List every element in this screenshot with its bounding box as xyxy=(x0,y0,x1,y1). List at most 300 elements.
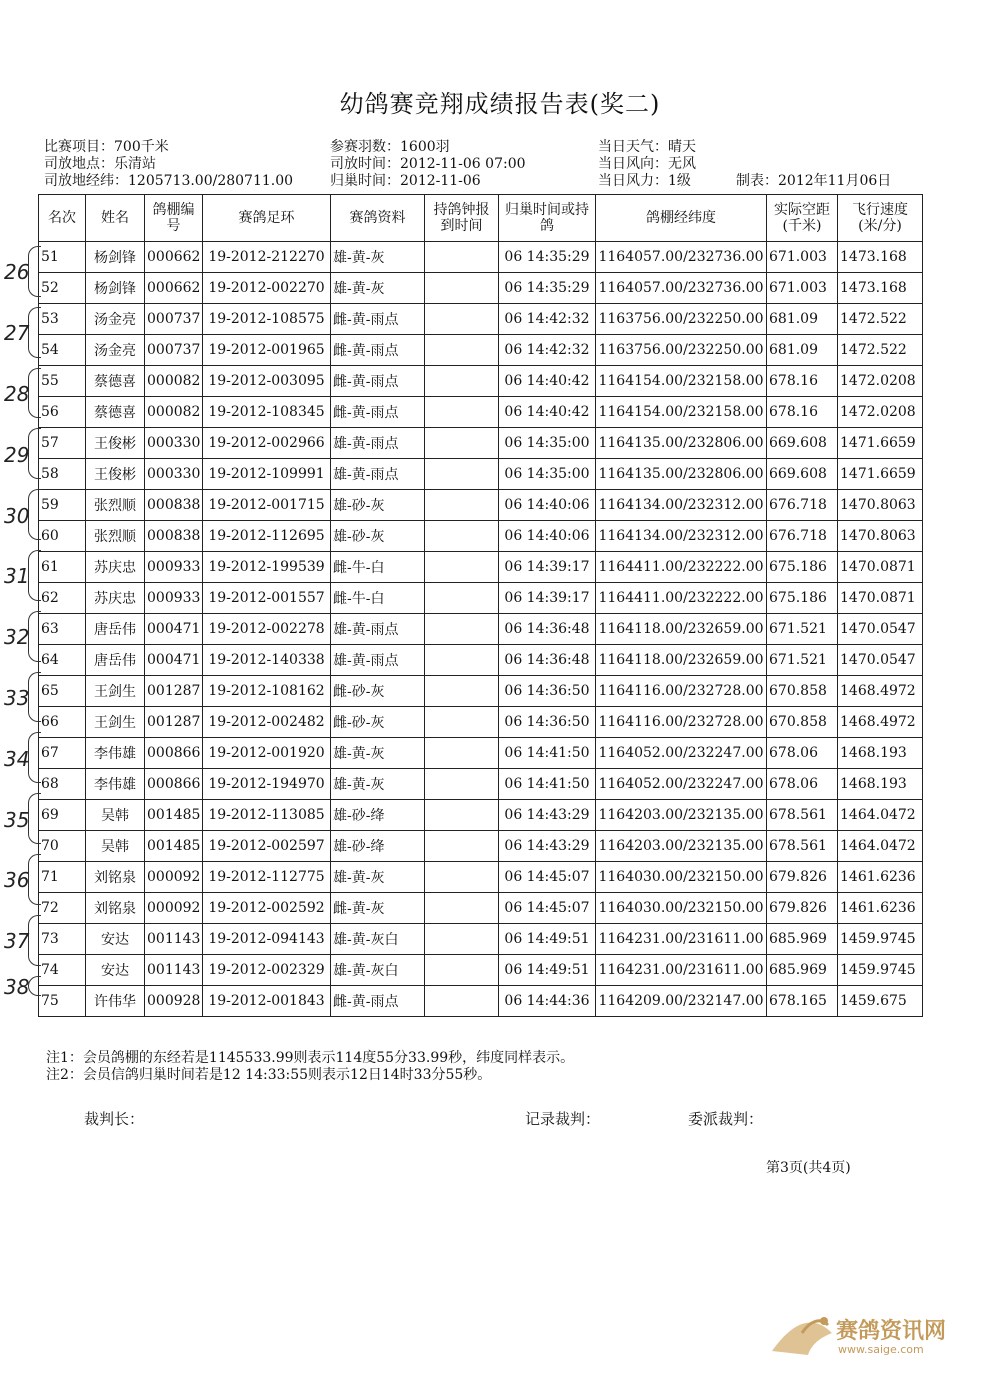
name-cell: 许伟华 xyxy=(86,986,145,1017)
coord-cell: 1164154.00/232158.00 xyxy=(596,366,767,397)
speed-cell: 1461.6236 xyxy=(838,893,923,924)
speed-cell: 1461.6236 xyxy=(838,862,923,893)
handwritten-brace xyxy=(28,732,41,783)
name-cell: 苏庆忠 xyxy=(86,583,145,614)
name-cell: 王俊彬 xyxy=(86,459,145,490)
rank-cell: 51 xyxy=(39,242,86,273)
info-cell: 雄-黄-雨点 xyxy=(331,459,425,490)
coord-cell: 1164057.00/232736.00 xyxy=(596,273,767,304)
return-time-cell: 06 14:36:50 xyxy=(499,676,596,707)
clock-cell xyxy=(425,521,499,552)
speed-cell: 1459.9745 xyxy=(838,924,923,955)
rank-cell: 67 xyxy=(39,738,86,769)
distance-cell: 676.718 xyxy=(767,521,838,552)
coord-cell: 1164203.00/232135.00 xyxy=(596,800,767,831)
handwritten-group-number: 38 xyxy=(4,974,30,999)
return-time-cell: 06 14:36:48 xyxy=(499,614,596,645)
handwritten-group-number: 26 xyxy=(4,260,30,285)
table-row xyxy=(39,490,923,521)
clock-cell xyxy=(425,893,499,924)
return-time-cell: 06 14:36:48 xyxy=(499,645,596,676)
return-time-cell: 06 14:40:06 xyxy=(499,490,596,521)
rank-cell: 74 xyxy=(39,955,86,986)
distance-cell: 670.858 xyxy=(767,676,838,707)
clock-cell xyxy=(425,366,499,397)
info-cell: 雄-黄-灰 xyxy=(331,738,425,769)
clock-cell xyxy=(425,738,499,769)
name-cell: 刘铭泉 xyxy=(86,862,145,893)
table-row xyxy=(39,397,923,428)
ring-cell: 19-2012-108575 xyxy=(203,304,331,335)
table-row xyxy=(39,893,923,924)
rank-cell: 68 xyxy=(39,769,86,800)
info-cell: 雌-黄-雨点 xyxy=(331,986,425,1017)
col-info: 赛鸽资料 xyxy=(331,195,425,242)
info-cell: 雄-砂-绛 xyxy=(331,800,425,831)
handwritten-group-number: 29 xyxy=(4,442,30,467)
table-row xyxy=(39,335,923,366)
ring-cell: 19-2012-194970 xyxy=(203,769,331,800)
coord-cell: 1164209.00/232147.00 xyxy=(596,986,767,1017)
speed-cell: 1473.168 xyxy=(838,242,923,273)
ring-cell: 19-2012-002597 xyxy=(203,831,331,862)
distance-cell: 678.16 xyxy=(767,397,838,428)
return-time-cell: 06 14:45:07 xyxy=(499,862,596,893)
name-cell: 李伟雄 xyxy=(86,738,145,769)
distance-cell: 679.826 xyxy=(767,862,838,893)
speed-cell: 1472.0208 xyxy=(838,397,923,428)
distance-cell: 676.718 xyxy=(767,490,838,521)
return-time-cell: 06 14:43:29 xyxy=(499,831,596,862)
distance-cell: 678.06 xyxy=(767,769,838,800)
distance-cell: 671.521 xyxy=(767,614,838,645)
handwritten-brace xyxy=(28,428,41,479)
col-return-time: 归巢时间或持鸽 xyxy=(499,195,596,242)
clock-cell xyxy=(425,676,499,707)
info-cell: 雌-牛-白 xyxy=(331,583,425,614)
rank-cell: 72 xyxy=(39,893,86,924)
info-cell: 雄-砂-灰 xyxy=(331,521,425,552)
distance-cell: 678.165 xyxy=(767,986,838,1017)
col-loft: 鸽棚编号 xyxy=(145,195,203,242)
distance-cell: 671.003 xyxy=(767,273,838,304)
handwritten-brace xyxy=(28,307,41,358)
speed-cell: 1464.0472 xyxy=(838,800,923,831)
info-cell: 雄-黄-灰 xyxy=(331,242,425,273)
name-cell: 杨剑锋 xyxy=(86,242,145,273)
loft-cell: 000662 xyxy=(145,273,203,304)
table-row xyxy=(39,645,923,676)
handwritten-brace xyxy=(28,368,41,419)
table-row xyxy=(39,273,923,304)
rank-cell: 59 xyxy=(39,490,86,521)
rank-cell: 70 xyxy=(39,831,86,862)
info-cell: 雄-黄-雨点 xyxy=(331,428,425,459)
rank-cell: 60 xyxy=(39,521,86,552)
speed-cell: 1464.0472 xyxy=(838,831,923,862)
handwritten-group-number: 35 xyxy=(4,807,30,832)
handwritten-brace xyxy=(28,793,41,844)
ring-cell: 19-2012-108345 xyxy=(203,397,331,428)
table-row xyxy=(39,366,923,397)
rank-cell: 53 xyxy=(39,304,86,335)
clock-cell xyxy=(425,862,499,893)
loft-cell: 000933 xyxy=(145,552,203,583)
table-row xyxy=(39,831,923,862)
loft-cell: 001143 xyxy=(145,924,203,955)
speed-cell: 1472.522 xyxy=(838,335,923,366)
table-row xyxy=(39,459,923,490)
coord-cell: 1164118.00/232659.00 xyxy=(596,614,767,645)
coord-cell: 1164203.00/232135.00 xyxy=(596,831,767,862)
speed-cell: 1470.0547 xyxy=(838,614,923,645)
name-cell: 李伟雄 xyxy=(86,769,145,800)
loft-cell: 000662 xyxy=(145,242,203,273)
table-row xyxy=(39,924,923,955)
clock-cell xyxy=(425,831,499,862)
loft-cell: 000737 xyxy=(145,304,203,335)
handwritten-group-number: 32 xyxy=(4,625,30,650)
handwritten-group-number: 33 xyxy=(4,686,30,710)
rank-cell: 66 xyxy=(39,707,86,738)
ring-cell: 19-2012-113085 xyxy=(203,800,331,831)
ring-cell: 19-2012-112695 xyxy=(203,521,331,552)
speed-cell: 1470.0871 xyxy=(838,583,923,614)
info-cell: 雄-黄-灰 xyxy=(331,862,425,893)
loft-cell: 000928 xyxy=(145,986,203,1017)
coord-cell: 1163756.00/232250.00 xyxy=(596,304,767,335)
rank-cell: 52 xyxy=(39,273,86,304)
return-time-cell: 06 14:40:06 xyxy=(499,521,596,552)
info-cell: 雄-黄-雨点 xyxy=(331,614,425,645)
distance-cell: 670.858 xyxy=(767,707,838,738)
results-table xyxy=(38,194,923,1017)
clock-cell xyxy=(425,335,499,366)
coord-cell: 1164135.00/232806.00 xyxy=(596,459,767,490)
clock-cell xyxy=(425,490,499,521)
clock-cell xyxy=(425,273,499,304)
clock-cell xyxy=(425,242,499,273)
distance-cell: 685.969 xyxy=(767,924,838,955)
ring-cell: 19-2012-002966 xyxy=(203,428,331,459)
ring-cell: 19-2012-140338 xyxy=(203,645,331,676)
table-row xyxy=(39,614,923,645)
rank-cell: 61 xyxy=(39,552,86,583)
info-cell: 雌-黄-雨点 xyxy=(331,366,425,397)
rank-cell: 75 xyxy=(39,986,86,1017)
return-time-cell: 06 14:41:50 xyxy=(499,738,596,769)
handwritten-brace xyxy=(28,854,41,905)
return-time-cell: 06 14:36:50 xyxy=(499,707,596,738)
coord-cell: 1164116.00/232728.00 xyxy=(596,676,767,707)
name-cell: 汤金亮 xyxy=(86,304,145,335)
loft-cell: 000092 xyxy=(145,893,203,924)
speed-cell: 1470.0871 xyxy=(838,552,923,583)
return-time-cell: 06 14:42:32 xyxy=(499,335,596,366)
table-row xyxy=(39,955,923,986)
clock-cell xyxy=(425,645,499,676)
rank-cell: 63 xyxy=(39,614,86,645)
loft-cell: 000330 xyxy=(145,428,203,459)
rank-cell: 57 xyxy=(39,428,86,459)
weather: 当日天气：晴天 xyxy=(598,139,696,155)
return-time: 归巢时间：2012-11-06 xyxy=(330,173,481,189)
info-cell: 雄-黄-灰 xyxy=(331,769,425,800)
clock-cell xyxy=(425,428,499,459)
clock-cell xyxy=(425,614,499,645)
table-header-row xyxy=(39,195,923,242)
distance-cell: 678.561 xyxy=(767,800,838,831)
loft-cell: 000082 xyxy=(145,397,203,428)
ring-cell: 19-2012-112775 xyxy=(203,862,331,893)
loft-cell: 000838 xyxy=(145,521,203,552)
distance-cell: 678.561 xyxy=(767,831,838,862)
return-time-cell: 06 14:35:29 xyxy=(499,242,596,273)
clock-cell xyxy=(425,707,499,738)
col-distance: 实际空距(千米) xyxy=(767,195,838,242)
handwritten-brace xyxy=(28,611,41,662)
release-place: 司放地点：乐清站 xyxy=(44,156,156,172)
ring-cell: 19-2012-212270 xyxy=(203,242,331,273)
coord-cell: 1164135.00/232806.00 xyxy=(596,428,767,459)
coord-cell: 1164411.00/232222.00 xyxy=(596,583,767,614)
handwritten-group-number: 37 xyxy=(4,929,30,954)
return-time-cell: 06 14:42:32 xyxy=(499,304,596,335)
speed-cell: 1472.0208 xyxy=(838,366,923,397)
table-row xyxy=(39,521,923,552)
ring-cell: 19-2012-002482 xyxy=(203,707,331,738)
speed-cell: 1470.8063 xyxy=(838,521,923,552)
return-time-cell: 06 14:39:17 xyxy=(499,583,596,614)
name-cell: 安达 xyxy=(86,955,145,986)
name-cell: 张烈顺 xyxy=(86,490,145,521)
return-time-cell: 06 14:35:00 xyxy=(499,428,596,459)
made-date: 制表：2012年11月06日 xyxy=(736,173,892,189)
race-item: 比赛项目：700千米 xyxy=(44,139,169,155)
distance-cell: 675.186 xyxy=(767,552,838,583)
release-coord: 司放地经纬：1205713.00/280711.00 xyxy=(44,173,294,189)
speed-cell: 1472.522 xyxy=(838,304,923,335)
name-cell: 安达 xyxy=(86,924,145,955)
coord-cell: 1164231.00/231611.00 xyxy=(596,955,767,986)
name-cell: 杨剑锋 xyxy=(86,273,145,304)
ring-cell: 19-2012-001920 xyxy=(203,738,331,769)
loft-cell: 000866 xyxy=(145,738,203,769)
speed-cell: 1468.4972 xyxy=(838,707,923,738)
handwritten-group-number: 34 xyxy=(4,746,30,771)
return-time-cell: 06 14:43:29 xyxy=(499,800,596,831)
note-1: 注1：会员鸽棚的东经若是1145533.99则表示114度55分33.99秒，纬度同样表示。 xyxy=(46,1050,575,1066)
distance-cell: 669.608 xyxy=(767,459,838,490)
table-row xyxy=(39,707,923,738)
distance-cell: 671.003 xyxy=(767,242,838,273)
name-cell: 张烈顺 xyxy=(86,521,145,552)
coord-cell: 1163756.00/232250.00 xyxy=(596,335,767,366)
clock-cell xyxy=(425,955,499,986)
loft-cell: 000933 xyxy=(145,583,203,614)
ring-cell: 19-2012-001557 xyxy=(203,583,331,614)
watermark-text: 赛鸽资讯网 xyxy=(836,1319,947,1344)
clock-cell xyxy=(425,459,499,490)
ring-cell: 19-2012-002592 xyxy=(203,893,331,924)
loft-cell: 000471 xyxy=(145,614,203,645)
loft-cell: 001485 xyxy=(145,831,203,862)
handwritten-brace xyxy=(28,976,41,996)
clock-cell xyxy=(425,552,499,583)
loft-cell: 000737 xyxy=(145,335,203,366)
distance-cell: 685.969 xyxy=(767,955,838,986)
name-cell: 汤金亮 xyxy=(86,335,145,366)
table-row xyxy=(39,552,923,583)
loft-cell: 000330 xyxy=(145,459,203,490)
col-name: 姓名 xyxy=(86,195,145,242)
clock-cell xyxy=(425,924,499,955)
table-row xyxy=(39,242,923,273)
coord-cell: 1164231.00/231611.00 xyxy=(596,924,767,955)
table-row xyxy=(39,800,923,831)
info-cell: 雌-砂-灰 xyxy=(331,707,425,738)
name-cell: 苏庆忠 xyxy=(86,552,145,583)
col-rank: 名次 xyxy=(39,195,86,242)
handwritten-group-number: 27 xyxy=(4,321,30,346)
speed-cell: 1471.6659 xyxy=(838,428,923,459)
loft-cell: 000866 xyxy=(145,769,203,800)
col-ring: 赛鸽足环 xyxy=(203,195,331,242)
rank-cell: 55 xyxy=(39,366,86,397)
info-cell: 雌-砂-灰 xyxy=(331,676,425,707)
loft-cell: 000092 xyxy=(145,862,203,893)
return-time-cell: 06 14:40:42 xyxy=(499,366,596,397)
speed-cell: 1459.9745 xyxy=(838,955,923,986)
name-cell: 王剑生 xyxy=(86,676,145,707)
speed-cell: 1468.193 xyxy=(838,769,923,800)
rank-cell: 69 xyxy=(39,800,86,831)
handwritten-group-number: 28 xyxy=(4,382,30,406)
clock-cell xyxy=(425,769,499,800)
info-cell: 雌-黄-雨点 xyxy=(331,335,425,366)
return-time-cell: 06 14:35:29 xyxy=(499,273,596,304)
ring-cell: 19-2012-109991 xyxy=(203,459,331,490)
entries-count: 参赛羽数：1600羽 xyxy=(330,139,450,155)
ring-cell: 19-2012-002329 xyxy=(203,955,331,986)
handwritten-brace xyxy=(28,672,41,723)
speed-cell: 1468.4972 xyxy=(838,676,923,707)
rank-cell: 56 xyxy=(39,397,86,428)
info-cell: 雌-黄-灰 xyxy=(331,893,425,924)
rank-cell: 58 xyxy=(39,459,86,490)
note-2: 注2：会员信鸽归巢时间若是12 14:33:55则表示12日14时33分55秒。 xyxy=(46,1067,492,1083)
chief-judge-label: 裁判长： xyxy=(84,1110,145,1128)
table-row xyxy=(39,428,923,459)
clock-cell xyxy=(425,397,499,428)
table-row xyxy=(39,862,923,893)
return-time-cell: 06 14:49:51 xyxy=(499,955,596,986)
coord-cell: 1164154.00/232158.00 xyxy=(596,397,767,428)
handwritten-brace xyxy=(28,550,41,601)
name-cell: 王剑生 xyxy=(86,707,145,738)
speed-cell: 1471.6659 xyxy=(838,459,923,490)
table-row xyxy=(39,676,923,707)
rank-cell: 64 xyxy=(39,645,86,676)
info-cell: 雄-砂-灰 xyxy=(331,490,425,521)
distance-cell: 679.826 xyxy=(767,893,838,924)
coord-cell: 1164134.00/232312.00 xyxy=(596,490,767,521)
return-time-cell: 06 14:49:51 xyxy=(499,924,596,955)
handwritten-brace xyxy=(28,246,41,297)
rank-cell: 62 xyxy=(39,583,86,614)
loft-cell: 001287 xyxy=(145,676,203,707)
clock-cell xyxy=(425,304,499,335)
speed-cell: 1459.675 xyxy=(838,986,923,1017)
table-row xyxy=(39,583,923,614)
coord-cell: 1164030.00/232150.00 xyxy=(596,893,767,924)
watermark-url: www.saige.com xyxy=(838,1343,924,1356)
coord-cell: 1164057.00/232736.00 xyxy=(596,242,767,273)
info-cell: 雄-砂-绛 xyxy=(331,831,425,862)
return-time-cell: 06 14:39:17 xyxy=(499,552,596,583)
ring-cell: 19-2012-003095 xyxy=(203,366,331,397)
distance-cell: 681.09 xyxy=(767,304,838,335)
name-cell: 蔡德喜 xyxy=(86,366,145,397)
table-row xyxy=(39,738,923,769)
name-cell: 吴韩 xyxy=(86,800,145,831)
loft-cell: 001485 xyxy=(145,800,203,831)
handwritten-brace xyxy=(28,915,41,966)
distance-cell: 678.16 xyxy=(767,366,838,397)
wind-force: 当日风力：1级 xyxy=(598,173,691,189)
name-cell: 唐岳伟 xyxy=(86,614,145,645)
speed-cell: 1470.8063 xyxy=(838,490,923,521)
rank-cell: 54 xyxy=(39,335,86,366)
info-cell: 雄-黄-雨点 xyxy=(331,645,425,676)
coord-cell: 1164134.00/232312.00 xyxy=(596,521,767,552)
loft-cell: 001143 xyxy=(145,955,203,986)
rank-cell: 65 xyxy=(39,676,86,707)
release-time: 司放时间：2012-11-06 07:00 xyxy=(330,156,526,172)
table-row xyxy=(39,769,923,800)
info-cell: 雌-黄-雨点 xyxy=(331,304,425,335)
delegate-judge-label: 委派裁判： xyxy=(688,1110,764,1128)
name-cell: 蔡德喜 xyxy=(86,397,145,428)
name-cell: 唐岳伟 xyxy=(86,645,145,676)
rank-cell: 71 xyxy=(39,862,86,893)
distance-cell: 681.09 xyxy=(767,335,838,366)
speed-cell: 1468.193 xyxy=(838,738,923,769)
clock-cell xyxy=(425,583,499,614)
distance-cell: 671.521 xyxy=(767,645,838,676)
col-clock: 持鸽钟报到时间 xyxy=(425,195,499,242)
coord-cell: 1164030.00/232150.00 xyxy=(596,862,767,893)
return-time-cell: 06 14:41:50 xyxy=(499,769,596,800)
name-cell: 刘铭泉 xyxy=(86,893,145,924)
coord-cell: 1164116.00/232728.00 xyxy=(596,707,767,738)
return-time-cell: 06 14:44:36 xyxy=(499,986,596,1017)
return-time-cell: 06 14:35:00 xyxy=(499,459,596,490)
report-title: 幼鸽赛竞翔成绩报告表(奖二) xyxy=(339,90,661,118)
ring-cell: 19-2012-002270 xyxy=(203,273,331,304)
ring-cell: 19-2012-001965 xyxy=(203,335,331,366)
handwritten-group-number: 31 xyxy=(4,564,30,589)
page-number: 第3页(共4页) xyxy=(766,1160,851,1176)
speed-cell: 1473.168 xyxy=(838,273,923,304)
loft-cell: 000471 xyxy=(145,645,203,676)
col-coord: 鸽棚经纬度 xyxy=(596,195,767,242)
speed-cell: 1470.0547 xyxy=(838,645,923,676)
info-cell: 雄-黄-灰白 xyxy=(331,955,425,986)
coord-cell: 1164052.00/232247.00 xyxy=(596,738,767,769)
recorder-judge-label: 记录裁判： xyxy=(525,1110,601,1128)
wind-direction: 当日风向：无风 xyxy=(598,156,696,172)
